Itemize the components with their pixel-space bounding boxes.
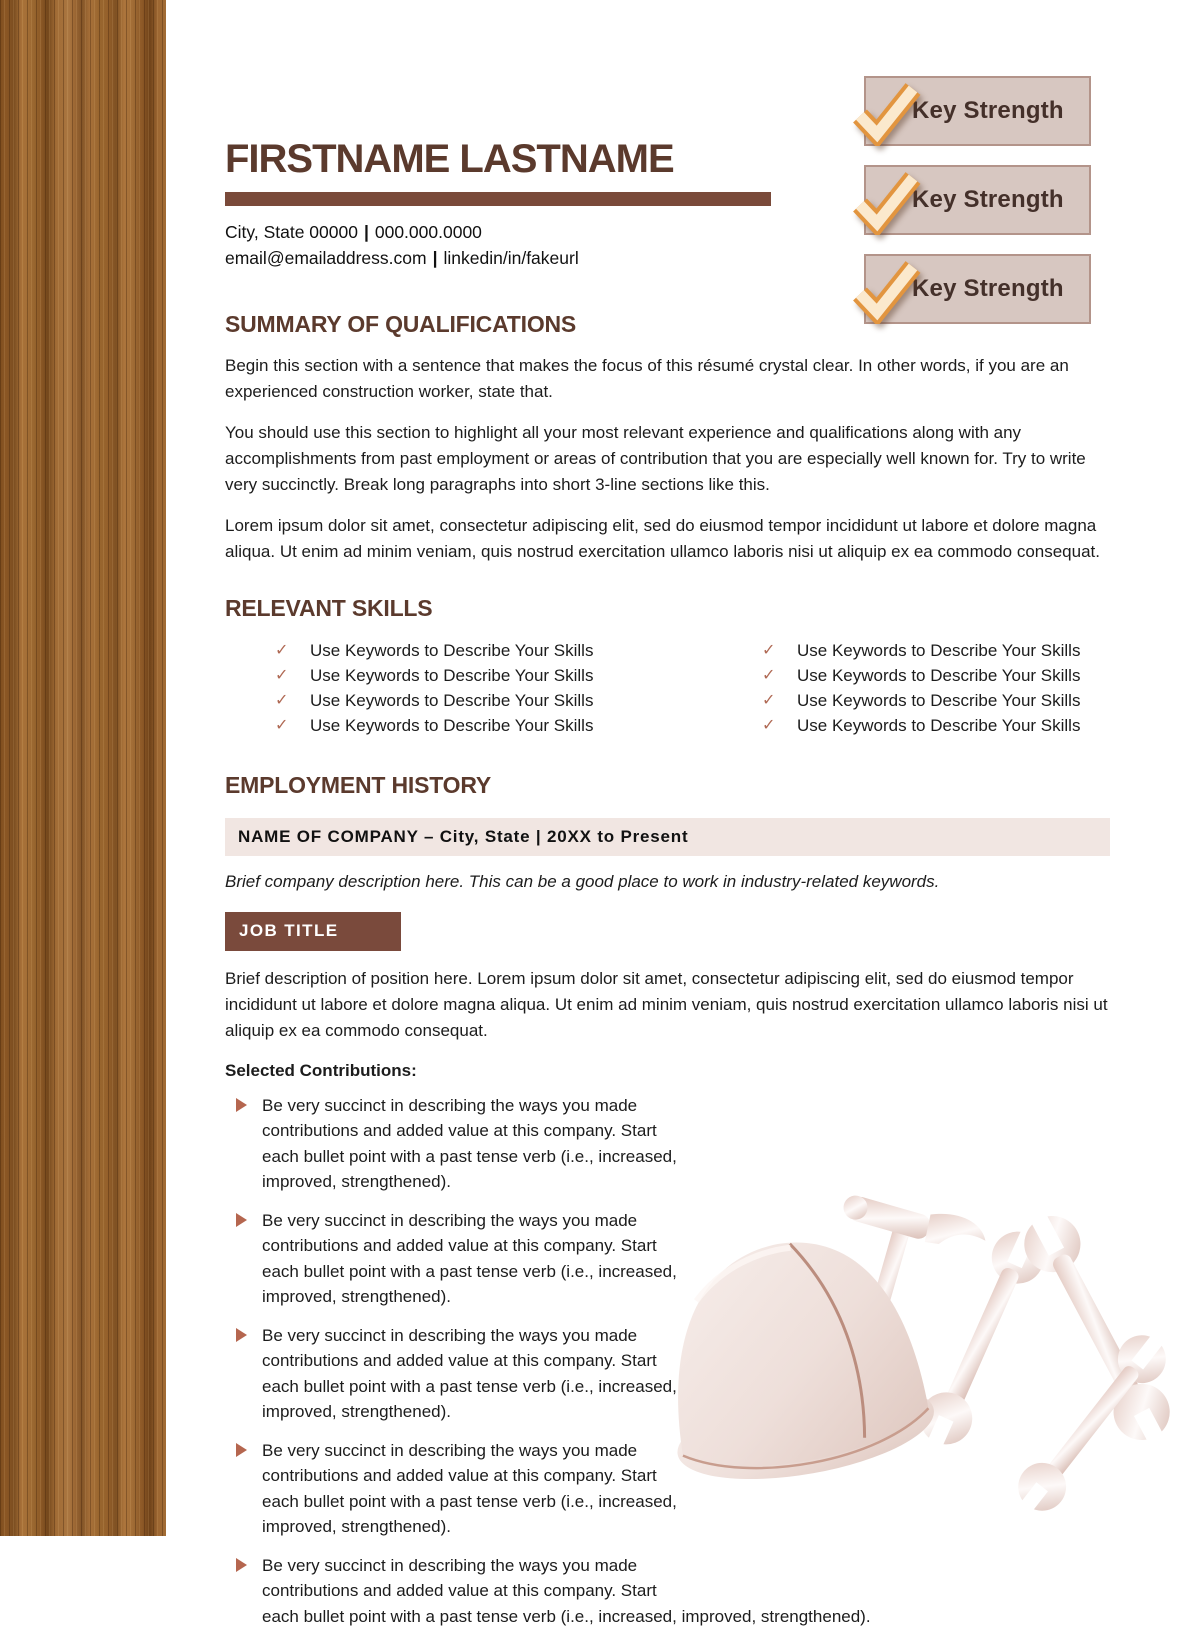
skill-item — [225, 714, 712, 738]
contribution-item — [225, 1093, 1110, 1195]
skill-check-icon: ✓ — [275, 642, 289, 660]
skill-label: Use Keywords to Describe Your Skills — [797, 691, 1081, 711]
contribution-text: Be very succinct in describing the ways you made contributions and added value at this company. Start each bullet point with a past tense verb (i.e., increased, improved, strengthened). — [262, 1555, 871, 1626]
contributions-label: Selected Contributions: — [225, 1060, 417, 1080]
contact-linkedin: linkedin/in/fakeurl — [443, 248, 579, 269]
contribution-text: Be very succinct in describing the ways you made contributions and added value at this company. Start each bullet point with a past tense verb (i.e., increased, improved, strengthened). — [262, 1095, 677, 1192]
wood-texture-sidebar — [0, 0, 166, 1536]
section-heading-employment: EMPLOYMENT HISTORY — [225, 772, 492, 799]
contact-separator: | — [432, 248, 438, 269]
skill-label: Use Keywords to Describe Your Skills — [310, 641, 594, 661]
skill-check-icon: ✓ — [275, 717, 289, 735]
skill-check-icon: ✓ — [762, 717, 776, 735]
arrow-bullet-icon — [236, 1098, 247, 1112]
skill-check-icon: ✓ — [275, 692, 289, 710]
contact-line-1 — [225, 219, 1110, 245]
contact-email: email@emailaddress.com — [225, 248, 427, 269]
job-title-badge: JOB TITLE — [225, 912, 401, 951]
skill-item — [712, 714, 1110, 738]
construction-tools-artwork — [672, 1188, 1184, 1536]
section-heading-summary: SUMMARY OF QUALIFICATIONS — [225, 311, 577, 338]
skill-label: Use Keywords to Describe Your Skills — [310, 691, 594, 711]
summary-paragraph: You should use this section to highlight all your most relevant experience and qualifications along with any accomplishments from past employment or areas of contribution that you are especially well known for. Try to write very succinctly. Break long paragraphs into short 3-line sections like this. — [225, 423, 1086, 495]
arrow-bullet-icon — [236, 1328, 247, 1342]
skill-check-icon: ✓ — [762, 642, 776, 660]
contact-phone: 000.000.0000 — [374, 221, 482, 242]
summary-paragraph: Begin this section with a sentence that makes the focus of this résumé crystal clear. In other words, if you are an experienced construction worker, state that. — [225, 356, 1069, 402]
skill-label: Use Keywords to Describe Your Skills — [797, 666, 1081, 686]
skill-item — [712, 689, 1110, 713]
contribution-item — [225, 1553, 1110, 1630]
skill-item — [225, 689, 712, 713]
company-header-bar: NAME OF COMPANY – City, State | 20XX to Present — [225, 818, 1110, 856]
company-description: Brief company description here. This can be a good place to work in industry-related keywords. — [225, 872, 940, 892]
skill-check-icon: ✓ — [762, 692, 776, 710]
skill-label: Use Keywords to Describe Your Skills — [797, 641, 1081, 661]
skill-check-icon: ✓ — [275, 667, 289, 685]
contribution-text: Be very succinct in describing the ways you made contributions and added value at this company. Start each bullet point with a past tense verb (i.e., increased, improved, strengthened). — [262, 1210, 677, 1307]
arrow-bullet-icon — [236, 1213, 247, 1227]
skill-item — [712, 639, 1110, 663]
arrow-bullet-icon — [236, 1558, 247, 1572]
skill-item — [225, 639, 712, 663]
skill-label: Use Keywords to Describe Your Skills — [797, 716, 1081, 736]
summary-paragraph: Lorem ipsum dolor sit amet, consectetur adipiscing elit, sed do eiusmod tempor incididunt ut labore et dolore magna aliqua. Ut enim ad minim veniam, quis nostrud exercitation ullamco laboris nisi ut aliquip ex ea commodo consequat. — [225, 516, 1100, 562]
skills-grid — [225, 639, 1110, 738]
contribution-text: Be very succinct in describing the ways you made contributions and added value at this company. Start each bullet point with a past tense verb (i.e., increased, improved, strengthened). — [262, 1440, 677, 1537]
section-heading-skills: RELEVANT SKILLS — [225, 595, 433, 622]
skill-item — [712, 664, 1110, 688]
arrow-bullet-icon — [236, 1443, 247, 1457]
key-strength-label: Key Strength — [912, 275, 1064, 302]
key-strength-label: Key Strength — [912, 97, 1064, 124]
person-name: FIRSTNAME LASTNAME — [225, 137, 674, 181]
skill-label: Use Keywords to Describe Your Skills — [310, 666, 594, 686]
contact-line-2 — [225, 245, 1110, 271]
name-underline-bar — [225, 192, 771, 206]
skill-item — [225, 664, 712, 688]
contact-block — [225, 219, 1110, 272]
skill-label: Use Keywords to Describe Your Skills — [310, 716, 594, 736]
key-strength-label: Key Strength — [912, 186, 1064, 213]
contact-separator: | — [363, 221, 369, 242]
contribution-text: Be very succinct in describing the ways you made contributions and added value at this company. Start each bullet point with a past tense verb (i.e., increased, improved, strengthened). — [262, 1325, 677, 1422]
contact-location: City, State 00000 — [225, 221, 358, 242]
skill-check-icon: ✓ — [762, 667, 776, 685]
job-description: Brief description of position here. Lorem ipsum dolor sit amet, consectetur adipiscing elit, sed do eiusmod tempor incididunt ut labore et dolore magna aliqua. Ut enim ad minim veniam, quis nostrud exercitation ullamco laboris nisi ut aliquip ex ea commodo consequat. — [225, 968, 1108, 1040]
